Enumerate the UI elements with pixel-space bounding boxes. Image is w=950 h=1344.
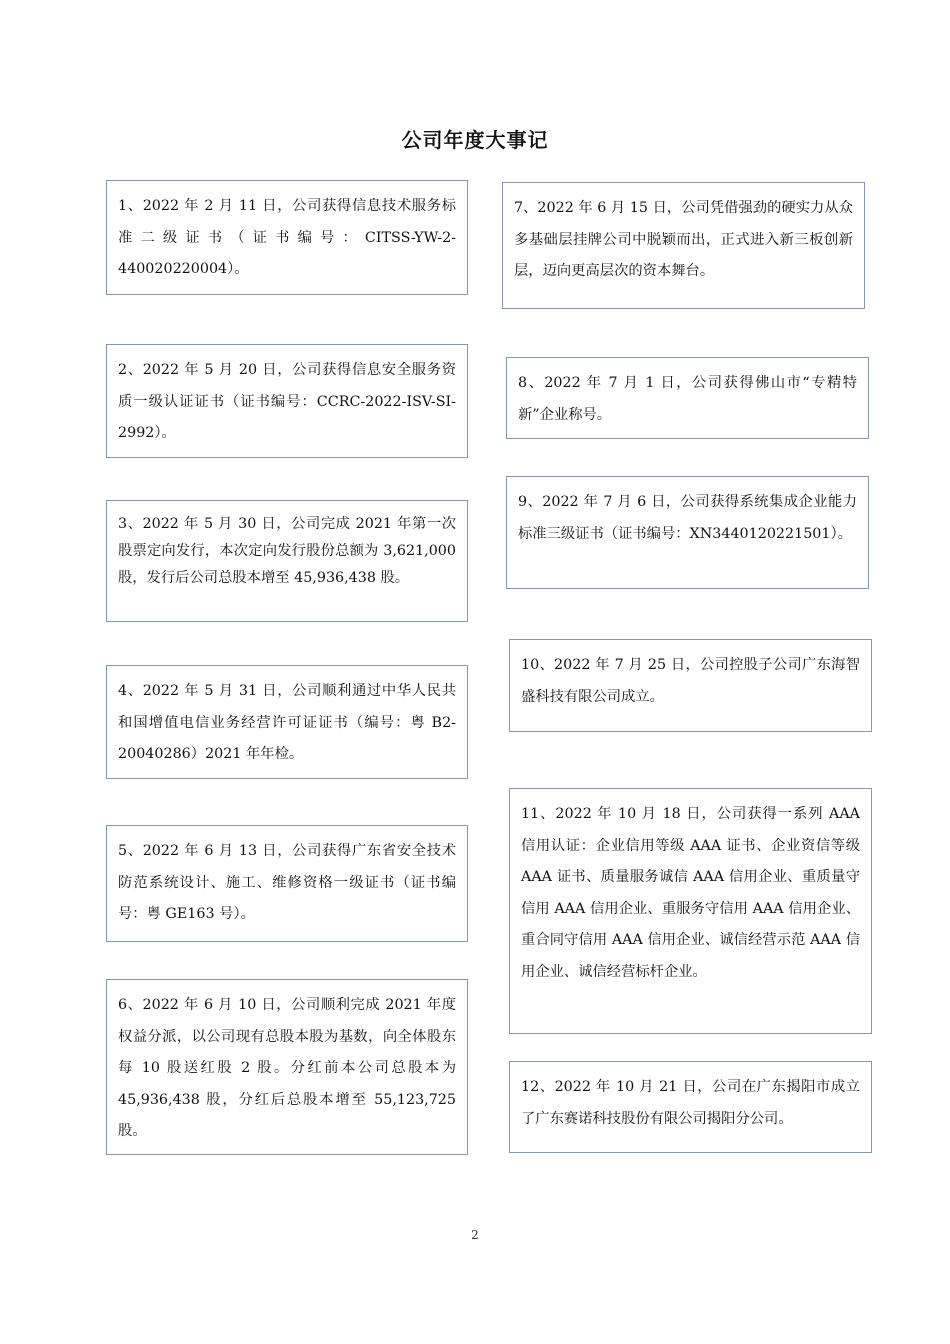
event-box-1: 1、2022 年 2 月 11 日，公司获得信息技术服务标准二级证书（证书编号：CITSS-YW-2-440020220004）。 <box>106 180 468 295</box>
event-box-4: 4、2022 年 5 月 31 日，公司顺利通过中华人民共和国增值电信业务经营许可证证书（编号：粤 B2-20040286）2021 年年检。 <box>106 665 468 779</box>
event-box-12: 12、2022 年 10 月 21 日，公司在广东揭阳市成立了广东赛诺科技股份有限公司揭阳分公司。 <box>509 1061 872 1153</box>
event-box-6: 6、2022 年 6 月 10 日，公司顺利完成 2021 年度权益分派，以公司现有总股本股为基数，向全体股东每 10 股送红股 2 股。分红前本公司总股本为 45,936,438 股，分红后总股本增至 55,123,725 股。 <box>106 979 468 1155</box>
event-box-3: 3、2022 年 5 月 30 日，公司完成 2021 年第一次股票定向发行，本次定向发行股份总额为 3,621,000 股，发行后公司总股本增至 45,936,438 股。 <box>106 500 468 622</box>
event-box-8: 8、2022 年 7 月 1 日，公司获得佛山市“专精特新”企业称号。 <box>506 357 869 439</box>
event-box-9: 9、2022 年 7 月 6 日，公司获得系统集成企业能力标准三级证书（证书编号：XN3440120221501）。 <box>506 476 869 589</box>
event-box-7: 7、2022 年 6 月 15 日，公司凭借强劲的硬实力从众多基础层挂牌公司中脱颖而出，正式进入新三板创新层，迈向更高层次的资本舞台。 <box>502 182 865 309</box>
event-box-5: 5、2022 年 6 月 13 日，公司获得广东省安全技术防范系统设计、施工、维修资格一级证书（证书编号：粤 GE163 号）。 <box>106 825 468 942</box>
event-box-11: 11、2022 年 10 月 18 日，公司获得一系列 AAA 信用认证：企业信用等级 AAA 证书、企业资信等级 AAA 证书、质量服务诚信 AAA 信用企业、重质量守信用 AAA 信用企业、重服务守信用 AAA 信用企业、重合同守信用 AAA 信用企业、诚信经营示范 AAA 信用企业、诚信经营标杆企业。 <box>509 788 872 1034</box>
event-box-2: 2、2022 年 5 月 20 日，公司获得信息安全服务资质一级认证证书（证书编号：CCRC-2022-ISV-SI-2992）。 <box>106 344 468 458</box>
event-box-10: 10、2022 年 7 月 25 日，公司控股子公司广东海智盛科技有限公司成立。 <box>509 639 872 732</box>
page-number: 2 <box>471 1228 479 1242</box>
page-title: 公司年度大事记 <box>401 128 549 152</box>
